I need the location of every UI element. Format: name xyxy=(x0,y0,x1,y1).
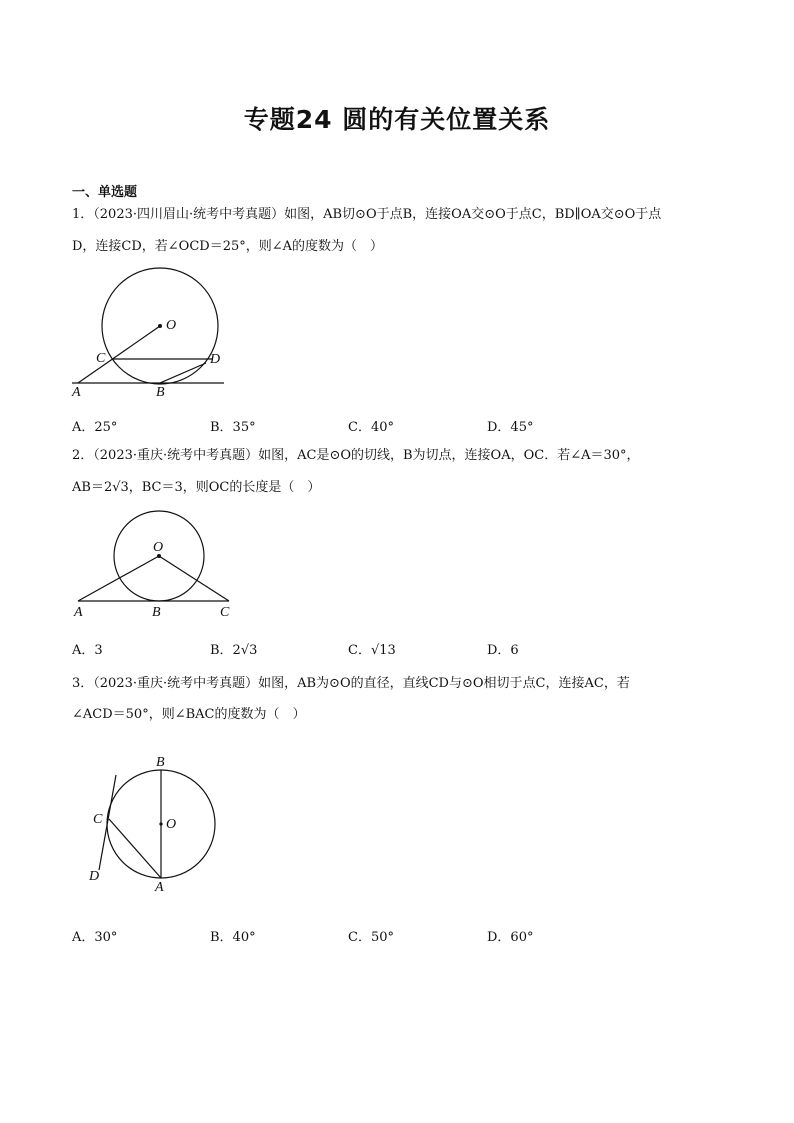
question-1-text-line1: 1．（2023·四川眉山·统考中考真题）如图，AB切⊙O于点B，连接OA交⊙O于点C，BD∥OA交⊙O于点 xyxy=(72,207,662,222)
q2-label-o: O xyxy=(153,540,164,555)
q2-label-a: A xyxy=(74,605,83,620)
q3-label-d: D xyxy=(89,869,100,884)
section-heading: 一、单选题 xyxy=(72,185,138,200)
q1-label-b: B xyxy=(156,385,165,400)
q3-center-dot xyxy=(159,822,162,825)
q3-label-o: O xyxy=(166,817,177,832)
q1-label-d: D xyxy=(210,352,221,367)
q2-label-c: C xyxy=(220,605,230,620)
q1-label-a: A xyxy=(72,385,81,400)
q1-label-o: O xyxy=(166,318,177,333)
question-3-text-line1: 3．（2023·重庆·统考中考真题）如图，AB为⊙O的直径，直线CD与⊙O相切于点C，连接AC，若 xyxy=(72,676,630,691)
question-1-option-a: A．25° xyxy=(72,420,118,435)
question-3-text-line2: ∠ACD＝50°，则∠BAC的度数为（ ） xyxy=(72,707,306,722)
question-3-option-b: B．40° xyxy=(210,930,256,945)
q1-label-c: C xyxy=(96,351,106,366)
question-3-option-d: D．60° xyxy=(487,930,534,945)
q3-label-b: B xyxy=(156,755,165,770)
q3-label-c: C xyxy=(93,812,103,827)
question-3-option-a: A．30° xyxy=(72,930,118,945)
question-1-option-b: B．35° xyxy=(210,420,256,435)
question-2-option-a: A．3 xyxy=(72,643,103,658)
question-2-option-c: C．√13 xyxy=(348,643,396,658)
question-1-option-d: D．45° xyxy=(487,420,534,435)
question-2-text-line1: 2．（2023·重庆·统考中考真题）如图，AC是⊙O的切线，B为切点，连接OA，OC．若∠A＝30°， xyxy=(72,448,640,463)
question-2-option-b: B．2√3 xyxy=(210,643,258,658)
q3-chord-ac xyxy=(109,819,161,878)
q2-label-b: B xyxy=(152,605,161,620)
question-1-text-line2: D，连接CD，若∠OCD＝25°，则∠A的度数为（ ） xyxy=(72,239,384,254)
question-2-option-d: D．6 xyxy=(487,643,519,658)
question-3-option-c: C．50° xyxy=(348,930,394,945)
question-2-text-line2: AB＝2√3，BC＝3，则OC的长度是（ ） xyxy=(72,480,321,495)
question-1-option-c: C．40° xyxy=(348,420,394,435)
page-title: 专题24 圆的有关位置关系 xyxy=(243,105,551,134)
q3-label-a: A xyxy=(155,880,164,895)
